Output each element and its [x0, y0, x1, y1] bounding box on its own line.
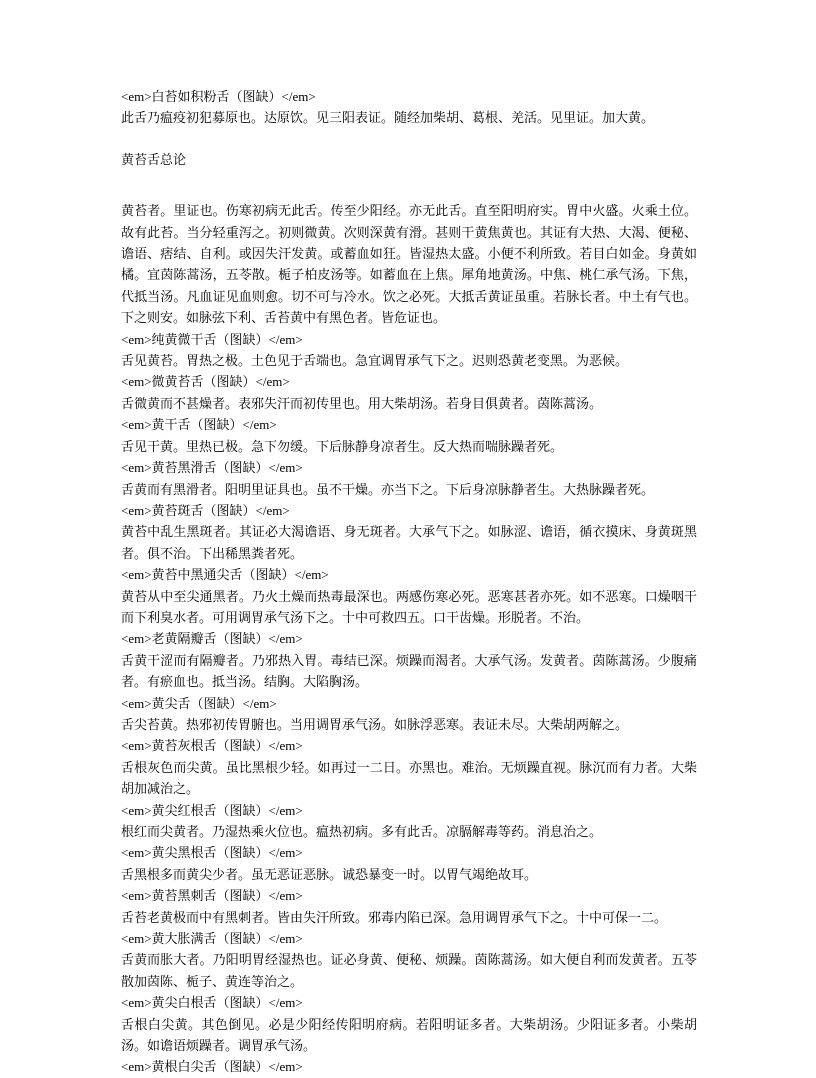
paragraph: 黄苔中乱生黑斑者。其证必大渴谵语、身无斑者。大承气下之。如脉涩、谵语，循衣摸床、身黄斑黑者。俱不治。下出稀黑粪者死。 — [121, 524, 697, 561]
figure-caption: <em>黄尖舌（图缺）</em> — [121, 695, 277, 711]
paragraph: 舌根白尖黄。其色倒见。必是少阳经传阳明府病。若阳明证多者。大柴胡汤。少阳证多者。小柴胡汤。如谵语烦躁者。调胃承气汤。 — [121, 1016, 697, 1054]
paragraph: 舌黄而有黑滑者。阳明里证具也。虽不干燥。亦当下之。下后身凉脉静者生。大热脉躁者死。 — [121, 481, 655, 497]
figure-caption: <em>黄苔黑滑舌（图缺）</em> — [121, 460, 303, 476]
figure-caption: <em>老黄隔瓣舌（图缺）</em> — [121, 631, 303, 647]
paragraph: 舌微黄而不甚燥者。表邪失汗而初传里也。用大柴胡汤。若身目俱黄者。茵陈蒿汤。 — [121, 395, 603, 411]
paragraph: 黄苔从中至尖通黑者。乃火土燥而热毒最深也。两感伤寒必死。恶寒甚者亦死。如不恶寒。口燥咽干而下利臭水者。可用调胃承气汤下之。十中可救四五。口干齿燥。形脱者。不治。 — [121, 588, 697, 625]
paragraph: 根红而尖黄者。乃湿热乘火位也。瘟热初病。多有此舌。凉膈解毒等药。消息治之。 — [121, 824, 603, 839]
figure-caption: <em>白苔如积粉舌（图缺）</em> — [121, 89, 316, 104]
paragraph: 舌根灰色而尖黄。虽比黑根少轻。如再过一二日。亦黑也。难治。无烦躁直视。脉沉而有力者。大柴胡加减治之。 — [121, 759, 697, 797]
figure-caption: <em>黄根白尖舌（图缺）</em> — [121, 1059, 303, 1075]
paragraph: 舌黄干涩而有隔瓣者。乃邪热入胃。毒结已深。烦躁而渴者。大承气汤。发黄者。茵陈蒿汤。少腹痛者。有瘀血也。抵当汤。结胸。大陷胸汤。 — [121, 652, 697, 690]
paragraph: 舌尖苔黄。热邪初传胃腑也。当用调胃承气汤。如脉浮恶寒。表证未尽。大柴胡两解之。 — [121, 716, 629, 732]
figure-caption: <em>黄尖黑根舌（图缺）</em> — [121, 845, 303, 861]
figure-caption: <em>微黄苔舌（图缺）</em> — [121, 374, 290, 390]
paragraph: 此舌乃瘟疫初犯募原也。达原饮。见三阳表证。随经加柴胡、葛根、羌活。见里证。加大黄。 — [121, 110, 655, 126]
section-title: 黄苔舌总论 — [121, 151, 187, 167]
paragraph: 舌见黄苔。胃热之极。土色见于舌端也。急宜调胃承气下之。迟则恐黄老变黑。为恶候。 — [121, 353, 629, 369]
paragraph: 黄苔者。里证也。伤寒初病无此舌。传至少阳经。亦无此舌。直至阳明府实。胃中火盛。火乘土位。故有此苔。当分轻重泻之。初则微黄。次则深黄有滑。甚则干黄焦黄也。其证有大热、大渴、便秘、谵语、痞结、自利。或因失汗发黄。或蓄血如狂。皆湿热太盛。小便不利所致。若目白如金。身黄如橘。宜茵陈蒿汤，五苓散。栀子柏皮汤等。如蓄血在上焦。犀角地黄汤。中焦、桃仁承气汤。下焦，代抵当汤。凡血证见血则愈。切不可与冷水。饮之必死。大抵舌黄证虽重。若脉长者。中土有气也。下之则安。如脉弦下利、舌苔黄中有黑色者。皆危证也。 — [121, 203, 697, 326]
figure-caption: <em>黄大胀满舌（图缺）</em> — [121, 931, 303, 947]
figure-caption: <em>黄苔斑舌（图缺）</em> — [121, 502, 290, 518]
figure-caption: <em>黄尖白根舌（图缺）</em> — [121, 995, 303, 1011]
figure-caption: <em>黄干舌（图缺）</em> — [121, 417, 277, 433]
figure-caption: <em>黄苔黑刺舌（图缺）</em> — [121, 888, 303, 904]
figure-caption: <em>黄苔中黑通尖舌（图缺）</em> — [121, 567, 329, 583]
figure-caption: <em>黄苔灰根舌（图缺）</em> — [121, 738, 303, 754]
figure-caption: <em>黄尖红根舌（图缺）</em> — [121, 802, 303, 818]
paragraph: 舌见干黄。里热已极。急下勿缓。下后脉静身凉者生。反大热而喘脉躁者死。 — [121, 438, 564, 454]
document-body — [121, 86, 697, 1078]
figure-caption: <em>纯黄微干舌（图缺）</em> — [121, 331, 303, 347]
paragraph: 舌苔老黄极而中有黑刺者。皆由失汗所致。邪毒内陷已深。急用调胃承气下之。十中可保一二。 — [121, 909, 668, 925]
paragraph: 舌黄而胀大者。乃阳明胃经湿热也。证必身黄、便秘、烦躁。茵陈蒿汤。如大便自利而发黄者。五苓散加茵陈、栀子、黄连等治之。 — [121, 952, 697, 989]
paragraph: 舌黑根多而黄尖少者。虽无恶证恶脉。诚恐暴变一时。以胃气竭绝故耳。 — [121, 866, 538, 882]
